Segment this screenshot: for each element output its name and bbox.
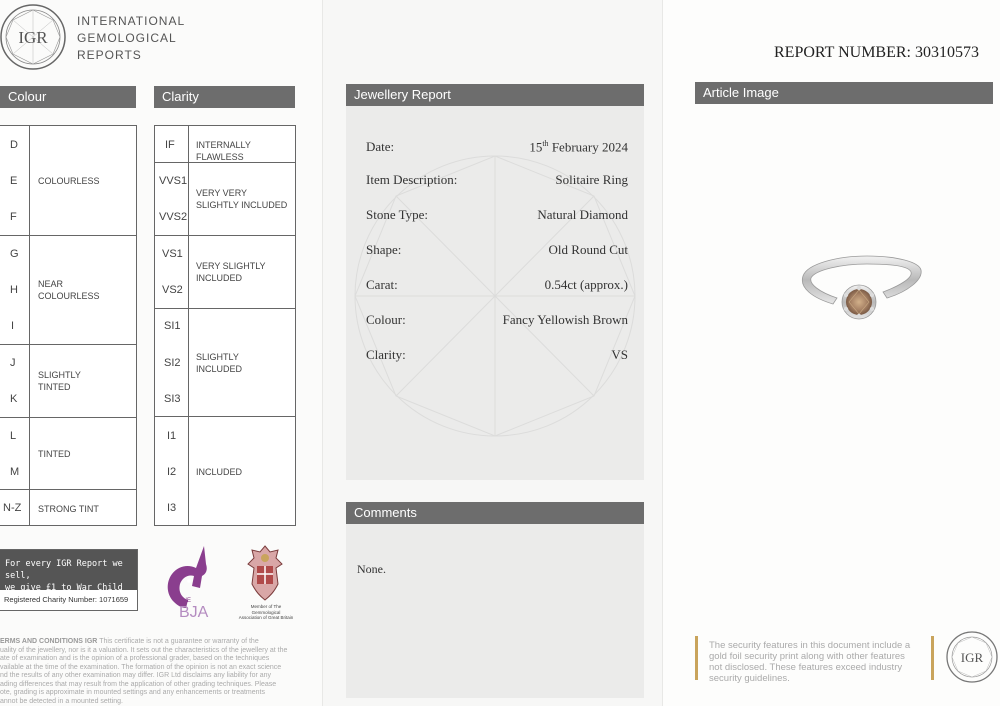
clarity-group-si: SLIGHTLY INCLUDED [196, 352, 243, 374]
colour-grade-i: I [11, 320, 15, 332]
jewellery-report-box: Date: 15th February 2024 Item Description: Solitaire Ring Stone Type: Natural Diamond Shape: Old Round Cut Carat: 0.54ct (approx.) Colour: Fancy Yellowish Brown Clarity: VS [346, 106, 644, 480]
comments-box [346, 524, 644, 698]
article-panel [662, 0, 1000, 706]
colour-grade-e: E [10, 175, 18, 187]
solitaire-ring-image [797, 248, 927, 328]
colour-grade-m: M [10, 466, 20, 478]
colour-group-colourless: COLOURLESS [38, 176, 100, 186]
logo-text: IGR [18, 28, 48, 47]
svg-text:THE: THE [179, 598, 191, 604]
clarity-grade-vs1: VS1 [162, 248, 183, 260]
brand-name: INTERNATIONAL GEMOLOGICAL REPORTS [77, 14, 186, 62]
colour-grade-g: G [10, 248, 19, 260]
clarity-grade-vvs2: VVS2 [159, 211, 188, 223]
clarity-group-vvs: VERY VERY SLIGHTLY INCLUDED [196, 188, 288, 210]
report-date-value: 15th February 2024 [529, 139, 628, 155]
colour-grade-k: K [10, 393, 18, 405]
clarity-group-included: INCLUDED [196, 467, 243, 477]
bja-unicorn-icon [158, 542, 230, 620]
colour-grade-j: J [10, 357, 16, 369]
colour-header: Colour [0, 86, 136, 108]
colour-grade-h: H [10, 284, 18, 296]
seal-text: IGR [960, 650, 984, 665]
comments-text: None. [357, 562, 386, 576]
clarity-scale-table [154, 125, 296, 526]
colour-group-tinted: TINTED [38, 449, 71, 459]
jewellery-report-header: Jewellery Report [346, 84, 644, 106]
charity-number: Registered Charity Number: 1071659 [4, 595, 129, 604]
comments-header: Comments [346, 502, 644, 524]
colour-group-slightly-tinted: SLIGHTLY TINTED [38, 370, 81, 392]
terms-and-conditions: ERMS AND CONDITIONS IGR This certificate is not a guarantee or warranty of the uality of the jewellery, nor is it a valuation. It sets out the characteristics of the jewellery at the ate of examination and is the opinion of a professional grader, based on the techniques vailable at the time of the examination. The formation of the opinion is not an exact science nd the results of any other examination may differ. IGR Ltd disclaims any liability for any ading differences that may result from the application of other grading techniques. Please ote, grading is approximate in mounted settings and any enhancements or treatments annot be detected in a mounted setting. [0, 638, 288, 705]
report-number-value: 30310573 [915, 44, 979, 61]
gold-security-bar [695, 636, 698, 680]
gem-association-crest-icon [244, 544, 286, 602]
gold-security-bar-right [931, 636, 934, 680]
charity-message: For every IGR Report we sell, we give £1 to War Child [0, 550, 137, 590]
colour-grade-n-z: N-Z [3, 502, 22, 514]
clarity-grade-vvs1: VVS1 [159, 175, 188, 187]
article-image-header: Article Image [695, 82, 993, 104]
colour-scale-table [0, 125, 137, 526]
grading-scale-panel [0, 0, 322, 706]
clarity-grade-if: IF [165, 139, 175, 151]
clarity-group-vs: VERY SLIGHTLY INCLUDED [196, 261, 266, 283]
clarity-grade-i2: I2 [167, 466, 177, 478]
clarity-grade-vs2: VS2 [162, 284, 183, 296]
colour-grade-f: F [10, 211, 17, 223]
clarity-grade-si2: SI2 [164, 357, 181, 369]
colour-group-near-colourless: NEAR COLOURLESS [38, 279, 100, 301]
igr-logo-icon [0, 2, 70, 72]
report-number: REPORT NUMBER: 30310573 [774, 44, 979, 61]
clarity-grade-i1: I1 [167, 430, 177, 442]
colour-group-strong-tint: STRONG TINT [38, 504, 99, 514]
bja-text: BJA [179, 604, 209, 620]
igr-seal-icon [945, 630, 999, 684]
gem-association-caption: Member of The Gemmological Association of Great Britain [238, 604, 294, 620]
clarity-group-if: INTERNALLY FLAWLESS [196, 140, 251, 162]
colour-grade-l: L [10, 430, 17, 442]
clarity-grade-i3: I3 [167, 502, 177, 514]
report-details-panel [322, 0, 663, 706]
security-note: The security features in this document include a gold foil security print along with other features not disclosed. These features exceed industry security guidelines. [709, 640, 911, 684]
clarity-grade-si3: SI3 [164, 393, 181, 405]
colour-grade-d: D [10, 139, 18, 151]
watermark-pattern [346, 106, 644, 480]
clarity-grade-si1: SI1 [164, 320, 181, 332]
clarity-header: Clarity [154, 86, 295, 108]
charity-badge [0, 549, 138, 611]
